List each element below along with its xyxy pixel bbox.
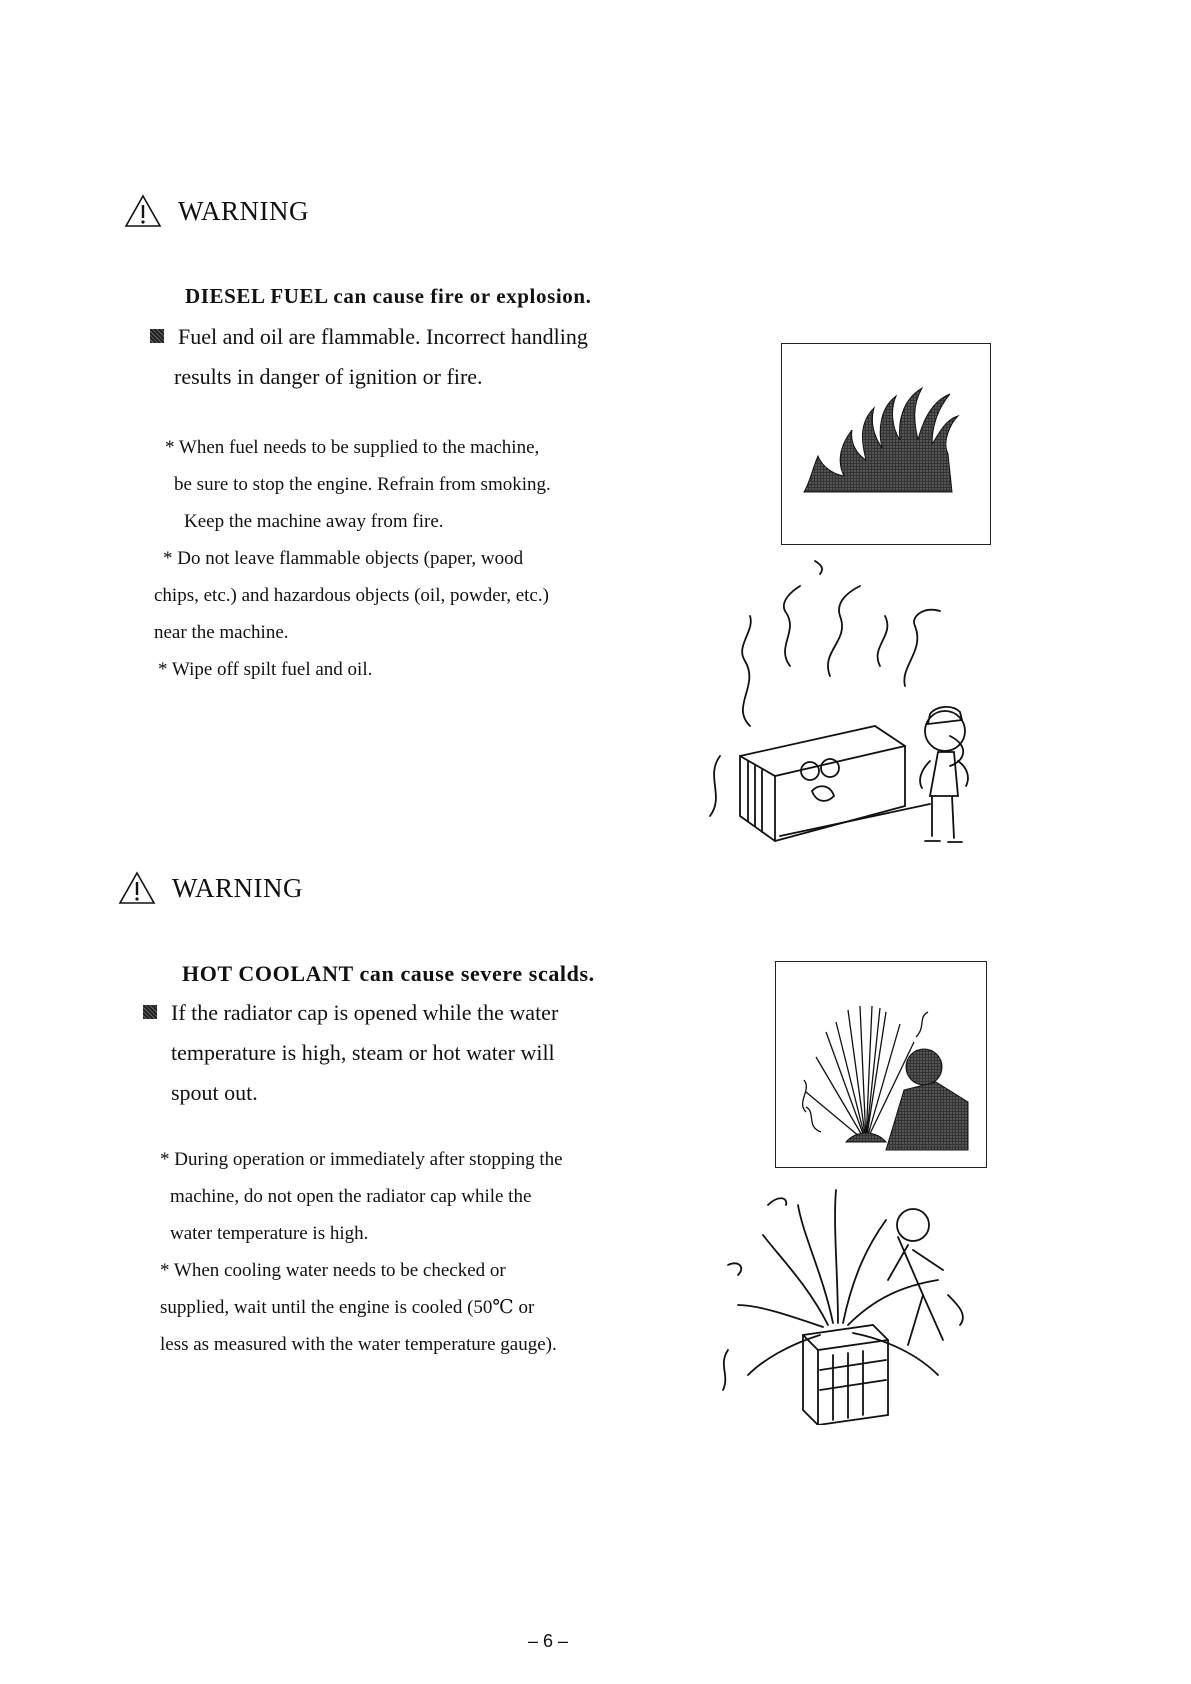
warning-triangle-icon (124, 194, 162, 228)
radiator-spray-illustration (708, 1175, 1003, 1425)
warning-triangle-icon (118, 871, 156, 905)
steam-spray-icon (776, 962, 986, 1167)
precaution-line: near the machine. (154, 622, 289, 643)
precaution-line: less as measured with the water temperature gauge). (160, 1334, 557, 1355)
hazard-description-line: temperature is high, steam or hot water will (171, 1040, 555, 1065)
precautions-list-2 (160, 1141, 700, 1363)
warning-heading-text-1: WARNING (178, 195, 309, 226)
flame-icon (782, 344, 990, 544)
flame-pictogram (781, 343, 991, 545)
precaution-line: Keep the machine away from fire. (184, 511, 444, 532)
hazard-lead-1: DIESEL FUEL can cause fire or explosion. (185, 284, 592, 308)
hazard-description-line: If the radiator cap is opened while the water (143, 993, 683, 1033)
hazard-description-1 (150, 317, 690, 397)
precaution-line: chips, etc.) and hazardous objects (oil, powder, etc.) (154, 585, 549, 606)
precaution-line: be sure to stop the engine. Refrain from smoking. (174, 474, 551, 495)
precaution-line: * Do not leave flammable objects (paper, wood (163, 548, 524, 569)
hazard-description-line: Fuel and oil are flammable. Incorrect handling (150, 317, 690, 357)
warning-heading-text-2: WARNING (172, 872, 303, 903)
burning-machine-illustration (700, 556, 1000, 861)
steam-pictogram (775, 961, 987, 1168)
hazard-description-2 (143, 993, 683, 1113)
precaution-line: * During operation or immediately after stopping the (160, 1149, 563, 1170)
hazard-description-line: results in danger of ignition or fire. (174, 364, 483, 389)
precaution-line: machine, do not open the radiator cap while the (170, 1186, 532, 1207)
square-bullet-icon (143, 1005, 157, 1019)
page-number: – 6 – (528, 1631, 569, 1651)
warning-heading-2 (118, 871, 303, 905)
hazard-description-line: spout out. (171, 1080, 258, 1105)
warning-heading-1 (124, 194, 309, 228)
precaution-line: water temperature is high. (170, 1223, 369, 1244)
square-bullet-icon (150, 329, 164, 343)
precautions-list-1 (154, 429, 680, 688)
precaution-line: supplied, wait until the engine is cooled (50℃ or (160, 1297, 535, 1318)
hazard-lead-2: HOT COOLANT can cause severe scalds. (182, 961, 595, 986)
precaution-line: * Wipe off spilt fuel and oil. (158, 659, 373, 680)
precaution-line: * When cooling water needs to be checked or (160, 1260, 506, 1281)
precaution-line: * When fuel needs to be supplied to the machine, (165, 437, 540, 458)
